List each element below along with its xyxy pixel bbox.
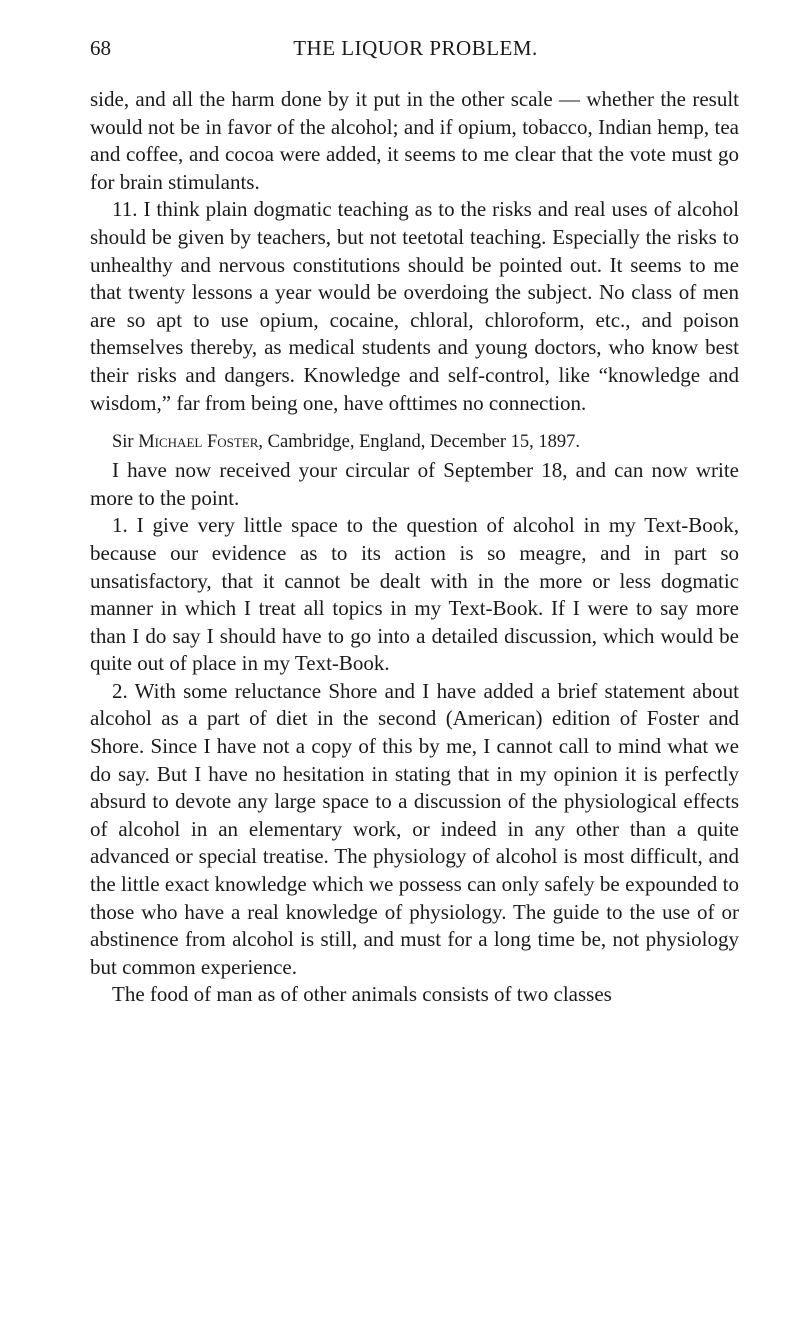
body-text (90, 86, 739, 1009)
page-number: 68 (90, 36, 111, 60)
letter-place-date: Cambridge, England, December 15, 1897. (267, 432, 581, 453)
paragraph-item-2: 2. With some reluctance Shore and I have added a brief statement about alcohol as a part of diet in the second (American) edition of Foster and Shore. Since I have not a copy of this by me, I cannot call to mind what we do say. But I have no hesitation in stating that in my opinion it is perfectly absurd to devote any large space to a discussion of the physiological effects of alcohol in an elementary work, or indeed in any other than a quite advanced or special treatise. The physiology of alcohol is most difficult, and the little exact knowledge which we possess can only safely be expounded to those who have a real knowledge of physiology. The guide to the use of or abstinence from alcohol is still, and must for a long time be, not physiology but common experience. (90, 678, 739, 979)
letter-heading (90, 429, 739, 455)
paragraph-continued: side, and all the harm done by it put in the other scale — whether the result would not be in favor of the alcohol; and if opium, tobacco, Indian hemp, tea and coffee, and cocoa were added, it seems to me clear that the vote must go for brain stimulants. (90, 87, 739, 194)
paragraph-item-1: 1. I give very little space to the question of alcohol in my Text-Book, because our evidence as to its action is so meagre, and in part so unsatisfactory, that it cannot be dealt with in the more or less dogmatic manner in which I treat all topics in my Text-Book. If I were to say more than I do say I should have to go into a detailed discussion, which would be quite out of place in my Text-Book. (90, 513, 739, 676)
letter-author: Michael Foster, (138, 432, 264, 453)
paragraph-final: The food of man as of other animals consists of two classes (112, 982, 612, 1007)
running-head (90, 34, 741, 62)
letter-prefix: Sir (112, 432, 134, 453)
paragraph-item-11: 11. I think plain dogmatic teaching as to the risks and real uses of alcohol should be given by teachers, but not teetotal teaching. Especially the risks to unhealthy and nervous constitutions should be pointed out. It seems to me that twenty lessons a year would be overdoing the subject. No class of men are so apt to use opium, cocaine, chloral, chloroform, etc., and poison themselves thereby, as medical students and young doctors, who know best their risks and dangers. Knowledge and self-control, like “knowledge and wisdom,” far from being one, have ofttimes no connection. (90, 197, 739, 415)
paragraph-intro: I have now received your circular of September 18, and can now write more to the point. (90, 458, 739, 510)
running-title: THE LIQUOR PROBLEM. (293, 36, 538, 60)
